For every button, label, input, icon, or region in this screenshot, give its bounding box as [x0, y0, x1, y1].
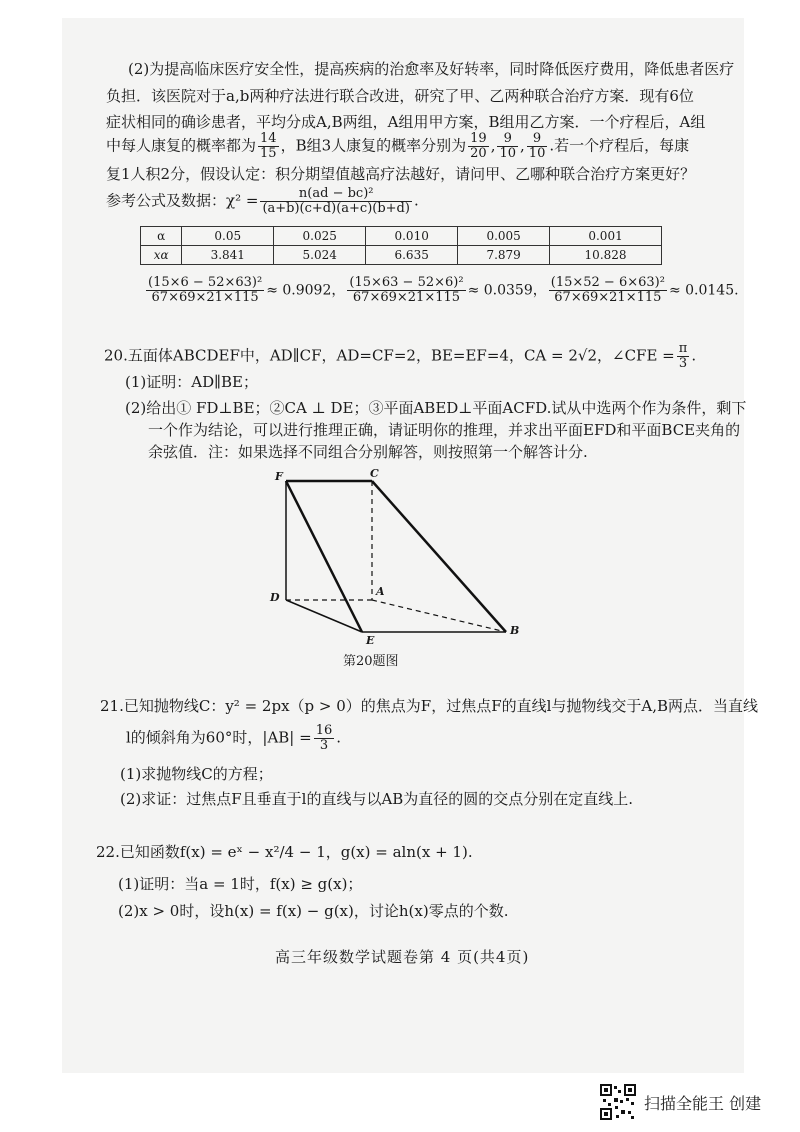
q20-part2-line3: 余弦值．注：如果选择不同组合分别解答，则按照第一个解答计分. — [148, 443, 588, 461]
q20-part2-line1: (2)给出① FD⊥BE；②CA ⊥ DE；③平面ABED⊥平面ACFD.试从中选两个作为条件，剩下 — [125, 399, 747, 417]
calc-result-3: ≈ 0.0145. — [668, 282, 739, 299]
frac-den: 20 — [470, 146, 487, 161]
q20-part2-line2: 一个作为结论，可以进行推理正确，请证明你的推理，并求出平面EFD和平面BCE夹角的 — [148, 421, 741, 439]
q21-line2-text: l的倾斜角为60°时，|AB| = — [126, 728, 312, 747]
calc-result-2: ≈ 0.0359， — [467, 282, 547, 299]
frac-den: 3 — [319, 738, 329, 753]
formula-label: 参考公式及数据：χ² = — [106, 191, 259, 210]
table-cell: 5.024 — [274, 246, 366, 265]
frac-num: 14 — [260, 131, 277, 146]
frac-num: 19 — [470, 131, 487, 146]
q22-part1: (1)证明：当a = 1时，f(x) ≥ g(x)； — [118, 875, 363, 893]
edge-FE — [286, 481, 362, 632]
frac-num: n(ad − bc)² — [260, 187, 412, 202]
qr-code-icon — [600, 1084, 636, 1120]
frac-num: (15×6 − 52×63)² — [148, 275, 263, 290]
table-cell: 0.05 — [182, 227, 274, 246]
table-cell: 0.025 — [274, 227, 366, 246]
edge-DE — [286, 600, 362, 632]
q21-part2: (2)求证：过焦点F且垂直于l的直线与以AB为直径的圆的交点分别在定直线上. — [120, 790, 634, 808]
scanner-watermark — [600, 1084, 761, 1120]
q19-line4-a: 中每人康复的概率都为 — [106, 136, 257, 155]
q19-line2: 负担．该医院对于a,b两种疗法进行联合改进，研究了甲、乙两种联合治疗方案．现有6位 — [106, 87, 694, 105]
frac-den: 67×69×21×115 — [151, 290, 259, 305]
q19-line5: 复1人积2分，假设认定：积分期望值越高疗法越好，请问甲、乙哪种联合治疗方案更好？ — [106, 165, 696, 183]
frac-den: 10 — [499, 146, 517, 161]
frac-num: (15×52 − 6×63)² — [550, 275, 665, 290]
edge-CB — [372, 481, 506, 632]
fraction-16-3 — [314, 724, 335, 753]
formula-end: . — [413, 191, 419, 210]
vertex-label-E: E — [366, 634, 375, 647]
frac-num: (15×63 − 52×6)² — [349, 275, 464, 290]
scanner-text: 扫描全能王 创建 — [644, 1093, 762, 1113]
frac-den: (a+b)(c+d)(a+c)(b+d) — [262, 201, 410, 216]
frac-den: 67×69×21×115 — [554, 290, 662, 305]
table-cell: xα — [141, 246, 182, 265]
q19-line4: 中每人康复的概率都为 $\frac{14}{15}$ ，B组3人康复的概率分别为 $\frac{19}{20}$ , $\frac{9}{10}$ , $\frac{9}{10}$ .若一个疗程后，每康 — [106, 131, 690, 161]
calc-result-1: ≈ 0.9092， — [266, 282, 346, 299]
vertex-label-A: A — [376, 585, 385, 598]
table-cell: 7.879 — [458, 246, 550, 265]
q21-part1: (1)求抛物线C的方程； — [120, 765, 273, 783]
q19-line1: (2)为提高临床医疗安全性，提高疾病的治愈率及好转率，同时降低医疗费用，降低患者医疗 — [128, 60, 735, 78]
frac-num: 9 — [497, 132, 518, 147]
q20-part1: (1)证明：AD∥BE； — [125, 373, 259, 391]
table-cell: 10.828 — [550, 246, 662, 265]
page-footer: 高三年级数学试题卷第 4 页(共4页) — [275, 948, 530, 966]
frac-num: π — [678, 341, 688, 356]
table-cell: 0.010 — [366, 227, 458, 246]
edge-AB — [372, 600, 506, 632]
q20-stem-text: 20.五面体ABCDEF中，AD∥CF，AD=CF=2，BE=EF=4，CA = 2√2，∠CFE = — [104, 346, 675, 365]
frac-den: 10 — [528, 146, 546, 161]
q19-line4-b: ，B组3人康复的概率分别为 — [280, 136, 467, 155]
q21-line2 — [126, 724, 341, 753]
q22-line1: 22.已知函数f(x) = eˣ − x²/4 − 1，g(x) = aln(x + 1). — [96, 843, 473, 861]
frac-den: 15 — [260, 146, 277, 161]
q22-part2: (2)x > 0时，设h(x) = f(x) − g(x)，讨论h(x)零点的个数. — [118, 902, 509, 920]
table-cell: 0.001 — [550, 227, 662, 246]
q19-line3: 症状相同的确诊患者，平均分成A,B两组，A组用甲方案，B组用乙方案．一个疗程后，A组 — [106, 113, 706, 131]
frac-num: 16 — [315, 723, 333, 738]
frac-den: 67×69×21×115 — [352, 290, 461, 305]
vertex-label-B: B — [510, 624, 520, 637]
table-cell: 6.635 — [366, 246, 458, 265]
frac-den: 3 — [678, 356, 688, 371]
vertex-label-F: F — [275, 470, 283, 483]
frac-num: 9 — [527, 132, 548, 147]
table-cell: 0.005 — [458, 227, 550, 246]
q21-line1: 21.已知抛物线C：y² = 2px（p > 0）的焦点为F，过焦点F的直线l与抛物线交于A,B两点．当直线 — [100, 697, 759, 715]
q20-stem-end: . — [691, 346, 697, 365]
figure-caption: 第20题图 — [343, 654, 399, 669]
table-cell: 3.841 — [182, 246, 274, 265]
vertex-label-D: D — [270, 591, 280, 604]
q21-line2-end: . — [336, 728, 342, 747]
table-cell: α — [141, 227, 182, 246]
q19-line4-c: .若一个疗程后，每康 — [549, 136, 690, 155]
vertex-label-C: C — [370, 467, 379, 480]
